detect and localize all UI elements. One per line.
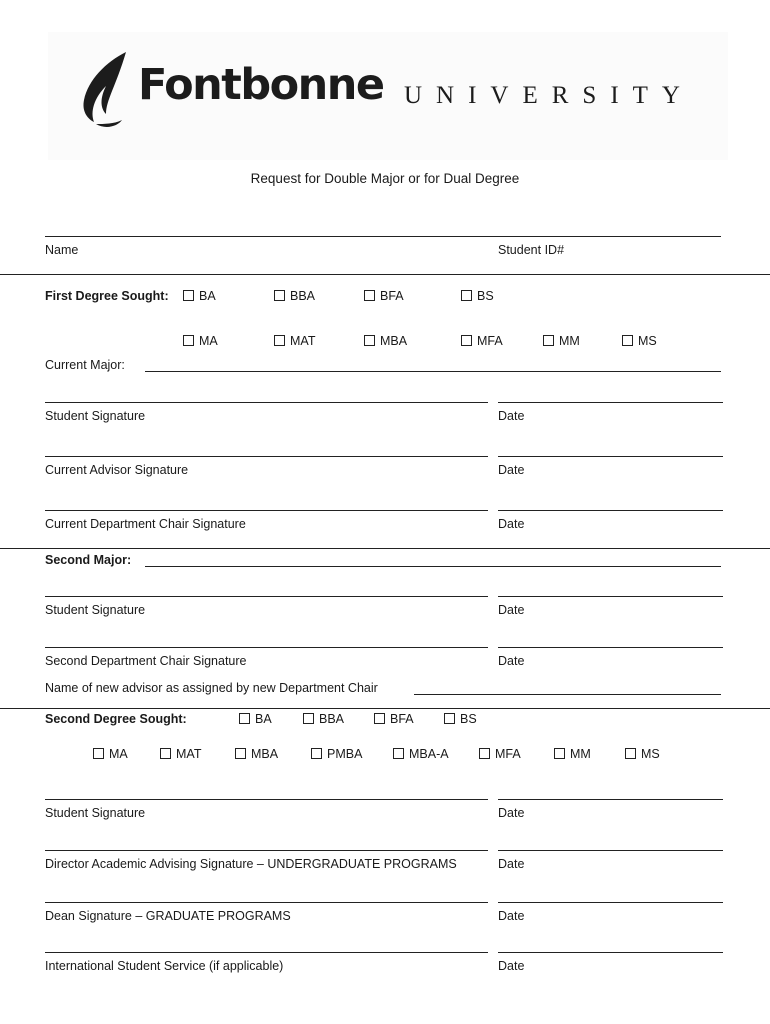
- date-line[interactable]: [498, 596, 723, 597]
- date-line[interactable]: [498, 510, 723, 511]
- first-degree-label: First Degree Sought:: [45, 289, 169, 303]
- signature-line[interactable]: [45, 596, 488, 597]
- date-label: Date: [498, 806, 525, 820]
- date-line[interactable]: [498, 952, 723, 953]
- student-id-label: Student ID#: [498, 243, 565, 257]
- checkbox[interactable]: [274, 335, 285, 346]
- checkbox[interactable]: [625, 748, 636, 759]
- checkbox[interactable]: [274, 290, 285, 301]
- checkbox[interactable]: [183, 335, 194, 346]
- second-degree-option-ma[interactable]: MA: [93, 747, 128, 761]
- second-degree-label: Second Degree Sought:: [45, 712, 187, 726]
- checkbox[interactable]: [303, 713, 314, 724]
- date-label: Date: [498, 603, 525, 617]
- second-degree-option-mat[interactable]: MAT: [160, 747, 201, 761]
- advisor-signature-label: Current Advisor Signature: [45, 463, 189, 477]
- date-line[interactable]: [498, 850, 723, 851]
- checkbox[interactable]: [364, 335, 375, 346]
- second-chair-signature-label: Second Department Chair Signature: [45, 654, 247, 668]
- second-degree-option-pmba[interactable]: PMBA: [311, 747, 362, 761]
- date-line[interactable]: [498, 902, 723, 903]
- checkbox[interactable]: [374, 713, 385, 724]
- checkbox[interactable]: [479, 748, 490, 759]
- signature-line[interactable]: [45, 647, 488, 648]
- section-divider: [0, 274, 770, 275]
- student-signature-label: Student Signature: [45, 603, 146, 617]
- international-signature-label: International Student Service (if applicable): [45, 959, 284, 973]
- second-degree-option-mfa[interactable]: MFA: [479, 747, 521, 761]
- chair-signature-label: Current Department Chair Signature: [45, 517, 246, 531]
- signature-line[interactable]: [45, 902, 488, 903]
- checkbox[interactable]: [93, 748, 104, 759]
- date-line[interactable]: [498, 456, 723, 457]
- second-major-line[interactable]: [145, 566, 721, 567]
- checkbox[interactable]: [444, 713, 455, 724]
- name-line[interactable]: [45, 236, 721, 237]
- brand-subtitle: UNIVERSITY: [404, 82, 694, 109]
- first-degree-option-ms[interactable]: MS: [622, 334, 657, 348]
- signature-line[interactable]: [45, 952, 488, 953]
- signature-line[interactable]: [45, 456, 488, 457]
- first-degree-option-mm[interactable]: MM: [543, 334, 580, 348]
- student-signature-label: Student Signature: [45, 806, 146, 820]
- new-advisor-line[interactable]: [414, 694, 721, 695]
- first-degree-option-bba[interactable]: BBA: [274, 289, 315, 303]
- checkbox[interactable]: [543, 335, 554, 346]
- checkbox[interactable]: [311, 748, 322, 759]
- checkbox[interactable]: [364, 290, 375, 301]
- first-degree-option-mba[interactable]: MBA: [364, 334, 407, 348]
- first-degree-option-ba[interactable]: BA: [183, 289, 216, 303]
- date-line[interactable]: [498, 799, 723, 800]
- current-major-label: Current Major:: [45, 358, 125, 372]
- name-label: Name: [45, 243, 79, 257]
- checkbox[interactable]: [622, 335, 633, 346]
- second-degree-option-ms[interactable]: MS: [625, 747, 660, 761]
- current-major-line[interactable]: [145, 371, 721, 372]
- section-divider: [0, 548, 770, 549]
- second-degree-option-mba-a[interactable]: MBA-A: [393, 747, 449, 761]
- brand-name: Fontbonne: [138, 60, 384, 110]
- first-degree-option-mfa[interactable]: MFA: [461, 334, 503, 348]
- flame-logo-icon: [76, 50, 136, 132]
- second-degree-option-bs[interactable]: BS: [444, 712, 477, 726]
- date-label: Date: [498, 463, 525, 477]
- date-label: Date: [498, 654, 525, 668]
- date-label: Date: [498, 409, 525, 423]
- section-divider: [0, 708, 770, 709]
- checkbox[interactable]: [554, 748, 565, 759]
- date-label: Date: [498, 517, 525, 531]
- second-degree-option-bfa[interactable]: BFA: [374, 712, 414, 726]
- first-degree-option-ma[interactable]: MA: [183, 334, 218, 348]
- student-signature-label: Student Signature: [45, 409, 146, 423]
- director-signature-label: Director Academic Advising Signature – UNDERGRADUATE PROGRAMS: [45, 857, 457, 871]
- date-label: Date: [498, 857, 525, 871]
- checkbox[interactable]: [461, 335, 472, 346]
- second-degree-option-ba[interactable]: BA: [239, 712, 272, 726]
- date-label: Date: [498, 909, 525, 923]
- checkbox[interactable]: [461, 290, 472, 301]
- second-degree-option-mm[interactable]: MM: [554, 747, 591, 761]
- first-degree-option-mat[interactable]: MAT: [274, 334, 315, 348]
- first-degree-option-bfa[interactable]: BFA: [364, 289, 404, 303]
- signature-line[interactable]: [45, 510, 488, 511]
- form-title: Request for Double Major or for Dual Degree: [250, 171, 520, 186]
- new-advisor-label: Name of new advisor as assigned by new Department Chair: [45, 681, 378, 695]
- date-line[interactable]: [498, 647, 723, 648]
- dean-signature-label: Dean Signature – GRADUATE PROGRAMS: [45, 909, 291, 923]
- date-label: Date: [498, 959, 525, 973]
- second-major-label: Second Major:: [45, 553, 132, 567]
- checkbox[interactable]: [160, 748, 171, 759]
- checkbox[interactable]: [183, 290, 194, 301]
- second-degree-option-bba[interactable]: BBA: [303, 712, 344, 726]
- checkbox[interactable]: [235, 748, 246, 759]
- signature-line[interactable]: [45, 850, 488, 851]
- checkbox[interactable]: [239, 713, 250, 724]
- first-degree-option-bs[interactable]: BS: [461, 289, 494, 303]
- signature-line[interactable]: [45, 402, 488, 403]
- checkbox[interactable]: [393, 748, 404, 759]
- second-degree-option-mba[interactable]: MBA: [235, 747, 278, 761]
- date-line[interactable]: [498, 402, 723, 403]
- signature-line[interactable]: [45, 799, 488, 800]
